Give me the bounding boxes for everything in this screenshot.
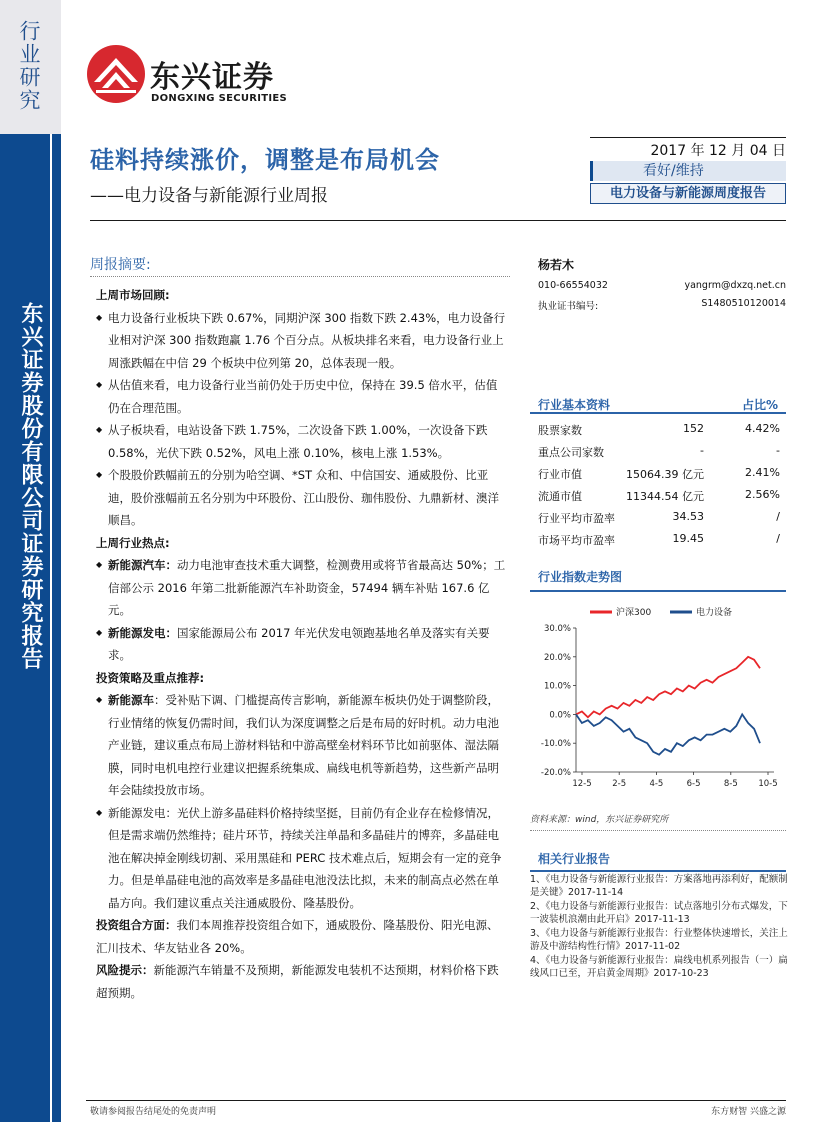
basics-row [538,506,786,528]
x-tick-label: 6-5 [686,779,701,789]
related-item[interactable]: 3、《电力设备与新能源行业报告：行业整体快速增长，关注上游及中游结构性行情》2017-11-02 [530,928,788,952]
y-tick-label: 0.0% [549,710,571,721]
basics-row [538,484,786,506]
strategy-item-text: ：受补贴下调、门槛提高传言影响，新能源车板块仍处于调整阶段，行业情绪的恢复仍需时间，我们认为深度调整之后是布局的好时机。动力电池产业链，建议重点布局上游材料钴和中游高壁垒材料环节比如前驱体、湿法隔膜，同时电机电控行业建议把握系统集成、扁线电机等新趋势，这些新产品明年会陆续投放市场。 [108,693,499,797]
basics-label: 市场平均市盈率 [538,534,615,547]
risk-label: 风险提示： [96,963,154,977]
basics-pct: / [776,510,780,523]
market-review-item: ◆ 从估值来看，电力设备行业当前仍处于历史中位，保持在 39.5 倍水平，估值仍在合理范围。 [96,374,506,419]
basics-pct-heading: 占比% [741,398,778,412]
related-list [530,874,788,982]
market-review-item: ◆ 电力设备行业板块下跌 0.67%，同期沪深 300 指数下跌 2.43%，电力设备行业相对沪深 300 指数跑赢 1.76 个百分点。从板块排名来看，电力设备行业上周涨跌幅在中信 29 个板块中位列第 20，总体表现一般。 [96,307,506,375]
basics-pct: 4.42% [745,422,780,435]
analyst-cert-label: 执业证书编号: [538,301,599,312]
y-tick-label: -20.0% [540,768,571,778]
series-line-1 [576,714,760,754]
analyst-cert [538,298,786,312]
risk-paragraph [96,959,506,1004]
basics-row [538,418,786,440]
y-tick-label: 10.0% [543,681,571,692]
series-line-0 [576,657,760,718]
chart-source: 资料来源：wind，东兴证券研究所 [530,815,669,825]
basics-label: 行业市值 [538,468,582,481]
analyst-phone: 010-66554032 [538,280,608,291]
basics-row [538,440,786,462]
report-subtitle: ——电力设备与新能源行业周报 [90,186,328,206]
source-rule [530,830,786,831]
chart-heading-rule [530,590,786,592]
x-tick-label: 2-5 [612,779,627,789]
sidebar-category: 行业研究 [17,20,41,112]
footer-disclaimer: 敬请参阅报告结尾处的免责声明 [90,1107,217,1117]
market-review-item: ◆ 个股股价跌幅前五的分别为哈空调、*ST 众和、中信国安、通威股份、比亚迪，股价涨幅前五名分别为中环股份、江山股份、珈伟股份、九鼎新材、澳洋顺昌。 [96,464,506,532]
summary-heading: 周报摘要: [90,257,151,273]
sidebar-company: 东兴证券股份有限公司证券研究报告 [18,302,43,670]
basics-pct: 2.56% [745,488,780,501]
basics-value: 34.53 [672,510,704,523]
related-rule [530,870,786,872]
legend-label-0: 沪深300 [616,608,652,618]
dongxing-logo-icon [86,44,146,104]
sidebar-category-panel [0,0,61,134]
summary-rule [90,276,510,277]
logo-text-en: DONGXING SECURITIES [151,93,288,104]
basics-value: - [700,444,704,457]
report-date: 2017 年 12 月 04 日 [650,143,786,159]
strategy-item [96,689,506,802]
report-type-badge: 电力设备与新能源周度报告 [590,183,786,204]
strategy-item-label: 新能源车 [108,693,154,707]
basics-label: 行业平均市盈率 [538,512,615,525]
sidebar-company-panel [0,134,61,1122]
footer-slogan: 东方财智 兴盛之源 [711,1107,786,1117]
analyst-cert-no: S1480510120014 [701,298,786,309]
chart-heading: 行业指数走势图 [538,570,623,584]
portfolio-text: 我们本周推荐投资组合如下，通威股份、隆基股份、阳光电源、汇川技术、华友钴业各 20%。 [96,918,499,955]
index-trend-chart [530,600,786,800]
basics-row [538,528,786,550]
basics-heading: 行业基本资料 [538,398,611,412]
related-item[interactable]: 4、《电力设备与新能源行业报告：扁线电机系列报告（一）扁线风口已至，开启黄金周期》2017-10-23 [530,955,788,979]
basics-label: 重点公司家数 [538,446,604,459]
hot-item-label: 新能源发电： [108,625,177,640]
report-title: 硅料持续涨价，调整是布局机会 [90,146,440,174]
hot-item-label: 新能源汽车： [108,558,177,572]
basics-value: 11344.54 亿元 [626,490,704,503]
portfolio-label: 投资组合方面： [96,918,177,932]
header-divider [90,220,786,221]
basics-value: 152 [683,422,704,435]
basics-pct: - [776,444,780,457]
strategy-item [96,802,506,915]
x-tick-label: 10-5 [758,779,778,789]
market-review-heading: 上周市场回顾: [96,288,170,302]
summary-body [96,284,506,1004]
hot-item-text: 动力电池审查技术重大调整，检测费用或将节省最高达 50%；工信部公示 2016 年第二批新能源汽车补助资金，57494 辆车补贴 167.6 亿元。 [108,558,506,617]
footer-rule [86,1100,786,1101]
strategy-item-text: 新能源发电：光伏上游多晶硅料价格持续坚挺，目前仍有企业存在检修情况，但是需求端仍然维持；硅片环节，持续关注单晶和多晶硅片的博弈，多晶硅电池在解决掉金刚线切割、采用黑硅和 PERC 技术难点后，短期会有一定的竞争力。但是单晶硅电池的高效率是多晶硅电池没法比拟，未来的制高点必然在单晶方向。我们建议重点关注通威股份、隆基股份。 [108,805,502,910]
analyst-contact [538,280,786,291]
strategy-heading: 投资策略及重点推荐: [96,670,205,685]
basics-row [538,462,786,484]
hot-item [96,622,506,667]
x-tick-label: 4-5 [649,779,664,789]
y-tick-label: -10.0% [540,739,571,750]
related-heading: 相关行业报告 [538,852,611,866]
basics-label: 流通市值 [538,490,582,503]
basics-label: 股票家数 [538,424,582,437]
legend-label-1: 电力设备 [696,608,733,618]
portfolio-paragraph [96,914,506,959]
x-tick-label: 12-5 [572,779,592,789]
hot-item-text: 国家能源局公布 2017 年光伏发电领跑基地名单及落实有关要求。 [108,625,490,662]
y-tick-label: 30.0% [543,624,571,634]
hot-heading: 上周行业热点: [96,535,170,550]
analyst-name: 杨若木 [538,258,575,272]
market-review-item: ◆ 从子板块看，电站设备下跌 1.75%，二次设备下跌 1.00%，一次设备下跌 0.58%，光伏下跌 0.52%，风电上涨 0.10%，核电上涨 1.53%。 [96,419,506,464]
analyst-email[interactable]: yangrm@dxzq.net.cn [684,280,786,291]
basics-value: 19.45 [672,532,704,545]
basics-pct: / [776,532,780,545]
related-item[interactable]: 2、《电力设备与新能源行业报告：试点落地引分布式爆发，下一波装机浪潮由此开启》2017-11-13 [530,901,788,925]
header-rule [590,137,786,138]
y-tick-label: 20.0% [543,652,571,663]
related-item[interactable]: 1、《电力设备与新能源行业报告：方案落地再添利好，配额制是关键》2017-11-14 [530,874,788,898]
x-tick-label: 8-5 [723,779,738,789]
basics-pct: 2.41% [745,466,780,479]
basics-table-header [530,394,786,414]
logo-text-cn: 东兴证券 [150,60,274,95]
risk-text: 新能源汽车销量不及预期，新能源发电装机不达预期，材料价格下跌超预期。 [96,963,499,1000]
rating-badge: 看好/维持 [590,161,786,181]
hot-item [96,554,506,622]
basics-value: 15064.39 亿元 [626,468,704,481]
